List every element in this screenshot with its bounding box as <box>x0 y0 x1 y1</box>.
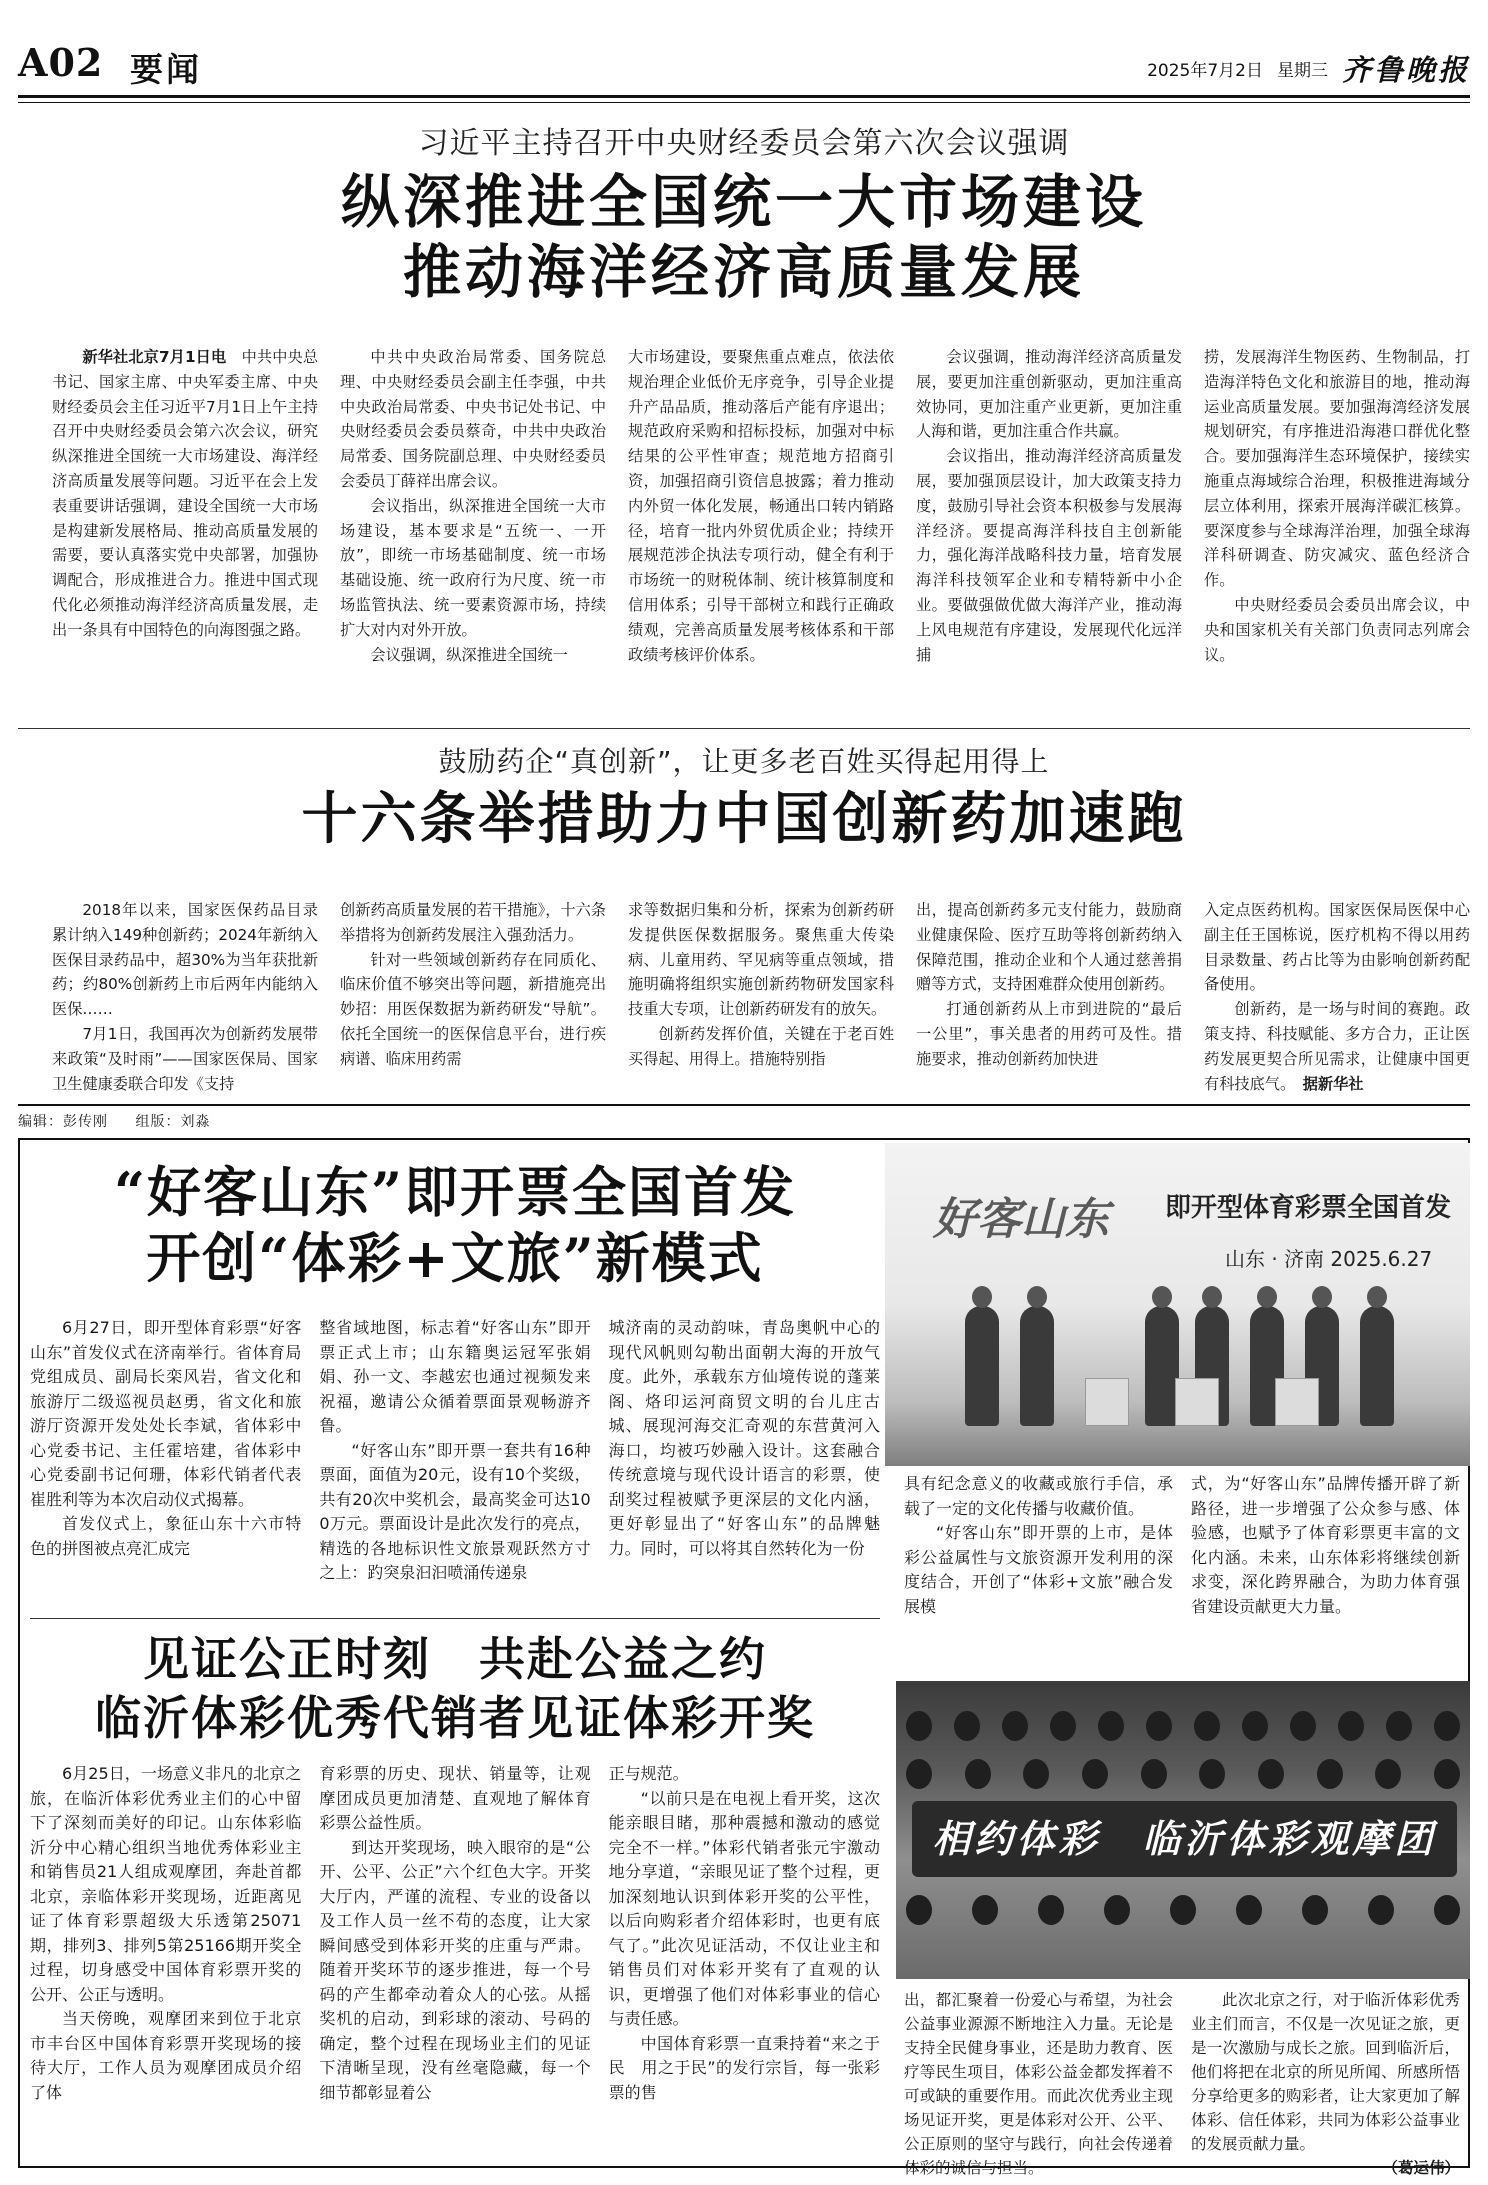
article2-column <box>628 898 894 1098</box>
article2-source: 据新华社 <box>1302 1074 1364 1093</box>
photo-title-text: 即开型体育彩票全国首发 <box>1165 1193 1452 1223</box>
article3-paragraph: 6月27日，即开型体育彩票“好客山东”首发仪式在济南举行。省体育局党组成员、副局长栾风岩，省文化和旅游厅二级巡视员赵勇，省文化和旅游厅资源开发处处长李斌，省体彩中心党委书记、主任霍培建，省体彩中心党委副书记何珊，体彩代销者代表崔胜利等为本次启动仪式揭幕。 <box>30 1318 302 1509</box>
article4-column <box>319 1762 590 2160</box>
article2-paragraph: 7月1日，我国再次为创新药发展带来政策“及时雨”——国家医保局、国家卫生健康委联合印发《支持 <box>52 1024 318 1093</box>
article1-column <box>1204 345 1470 720</box>
person-head <box>1194 1711 1220 1741</box>
person-head <box>1141 1759 1167 1789</box>
article3-column <box>609 1316 880 1610</box>
article-divider <box>30 1618 880 1619</box>
article1-column <box>628 345 894 720</box>
article1-paragraph: 大市场建设，要聚焦重点难点，依法依规治理企业低价无序竞争，引导企业提升产品品质，推动落后产能有序退出；规范政府采购和招标投标，加强对中标结果的公平性审查；规范地方招商引资，加强招商引资信息披露；着力推动内外贸一体化发展，畅通出口转内销路径，培育一批内外贸优质企业；持续开展规范涉企执法专项行动，健全有利于市场统一的财税体制、统计核算制度和信用体系；引导干部树立和践行正确政绩观，完善高质量发展考核体系和干部政绩考核评价体系。 <box>628 348 894 664</box>
layout-editor-name: 组版：刘淼 <box>135 1114 211 1130</box>
person-head <box>906 1711 932 1741</box>
person-head <box>1023 1759 1049 1789</box>
article4-paragraph: 到达开奖现场，映入眼帘的是“公开、公平、公正”六个红色大字。开奖大厅内，严谨的流程、专业的设备以及工作人员一丝不苟的态度，让大家瞬间感受到体彩开奖的庄重与严肃。随着开奖环节的逐步推进，每一个号码的产生都牵动着众人的心弦。从摇奖机的启动，到彩球的滚动、号码的确定，整个过程在现场业主们的见证下清晰呈现，没有丝毫隐藏，每一个细节都彰显着公 <box>319 1837 591 2102</box>
page-header <box>18 40 1470 98</box>
article1-column <box>916 345 1182 720</box>
article4-author: （葛运伟） <box>1382 2159 1460 2177</box>
issue-date: 2025年7月2日 <box>1147 61 1263 81</box>
person-head <box>1317 1759 1343 1789</box>
person-head <box>1368 1895 1394 1925</box>
observation-group-photo <box>896 1681 1470 1979</box>
person-head <box>954 1711 980 1741</box>
article4-headline <box>30 1630 880 1748</box>
person-head <box>906 1759 932 1789</box>
article3-headline-line1: “好客山东”即开票全国首发 <box>113 1160 797 1224</box>
article3-body-right <box>904 1472 1460 1672</box>
article4-paragraph: 当天傍晚，观摩团来到位于北京市丰台区中国体育彩票开奖现场的接待大厅，工作人员为观摩团成员介绍了体 <box>30 2009 302 2102</box>
person-head <box>1434 1711 1460 1741</box>
person-head <box>972 1895 998 1925</box>
person-head <box>1038 1895 1064 1925</box>
article3-paragraph: 整省域地图，标志着“好客山东”即开票正式上市；山东籍奥运冠军张娟娟、孙一文、李越宏也通过视频发来祝福，邀请公众循着票面景观畅游齐鲁。 <box>319 1318 591 1435</box>
issue-weekday: 星期三 <box>1276 61 1328 81</box>
person-head <box>1386 1711 1412 1741</box>
article1-paragraph: 会议指出，推动海洋经济高质量发展，要加强顶层设计，加大政策支持力度，鼓励引导社会资本积极参与发展海洋经济。要提高海洋科技自主创新能力，强化海洋战略科技力量，培育发展海洋科技领军企业和专精特新中小企业。要做强做优做大海洋产业，推动海上风电规范有序建设，发展现代化远洋捕 <box>916 447 1182 664</box>
editor-name: 编辑：彭传刚 <box>18 1114 108 1130</box>
article2-kicker: 鼓励药企“真创新”，让更多老百姓买得起用得上 <box>438 745 1050 778</box>
article4-paragraph: 6月25日，一场意义非凡的北京之旅，在临沂体彩优秀业主们的心中留下了深刻而美好的印记。山东体彩临沂分中心精心组织当地优秀体彩业主和销售员21人组成观摩团，奔赴首都北京，亲临体彩开奖现场，近距离见证了体育彩票超级大乐透第25071期，排列3、排列5第25166期开奖全过程，切身感受中国体育彩票开奖的公开、公正与透明。 <box>30 1764 302 2004</box>
person-head <box>1104 1895 1130 1925</box>
article2-paragraph: 创新药，是一场与时间的赛跑。政策支持、科技赋能、多方合力，正让医药发展更契合所见需求，让健康中国更有科技底气。 <box>1204 1000 1470 1093</box>
article4-paragraph: “以前只是在电视上看开奖，这次能亲眼目睹，那种震撼和激动的感觉完全不一样。”体彩代销者张元宇激动地分享道，“亲眼见证了整个过程，更加深刻地认识到体彩开奖的公平性，以后向购彩者介绍体彩时，也更有底气了。”此次见证活动，不仅让业主和销售员们对体彩开奖有了直观的认识，更增强了他们对体彩事业的信心与责任感。 <box>608 1788 880 2028</box>
article4-body-left <box>30 1762 880 2160</box>
person-head <box>1338 1711 1364 1741</box>
article3-paragraph: “好客山东”即开票的上市，是体彩公益属性与文旅资源开发利用的深度结合，开创了“体彩+文旅”融合发展模 <box>904 1523 1173 1616</box>
launch-ceremony-photo <box>885 1143 1470 1466</box>
launch-pedestal <box>1085 1378 1129 1426</box>
article2-paragraph: 创新药发挥价值，关键在于老百姓买得起、用得上。措施特别指 <box>628 1024 894 1068</box>
article3-paragraph: 式，为“好客山东”品牌传播开辟了新路径，进一步增强了公众参与感、体验感，也赋予了体育彩票更丰富的文化内涵。未来，山东体彩将继续创新求变，深化跨界融合，为助力体育强省建设贡献更大力量。 <box>1191 1474 1460 1616</box>
article2-body <box>52 898 1470 1098</box>
article2-paragraph: 打通创新药从上市到进院的“最后一公里”，事关患者的用药可及性。措施要求，推动创新药加快进 <box>916 1000 1182 1068</box>
article1-paragraph: 中央财经委员会委员出席会议，中央和国家机关有关部门负责同志列席会议。 <box>1204 595 1470 664</box>
article1-paragraph: 中共中央总书记、国家主席、中央军委主席、中央财经委员会主任习近平7月1日上午主持召开中央财经委员会第六次会议，研究纵深推进全国统一大市场建设、海洋经济高质量发展等问题。习近平在会上发表重要讲话强调，建设全国统一大市场是构建新发展格局、推动高质量发展的需要，要认真落实党中央部署，加强协调配合，形成推进合力。推进中国式现代化必须推动海洋经济高质量发展，走出一条具有中国特色的向海图强之路。 <box>52 348 319 639</box>
article4-column <box>1191 1988 1460 2180</box>
article3-body-left <box>30 1316 880 1610</box>
crowd-middle-row <box>906 1759 1460 1799</box>
article1-paragraph: 中共中央政治局常委、国务院总理、中央财经委员会副主任李强，中共中央政治局常委、中央书记处书记、中央财经委员会委员蔡奇，中共中央政治局常委、国务院副总理、中央财经委员会委员丁薛祥出席会议。 <box>340 348 606 490</box>
article3-paragraph: 首发仪式上，象征山东十六市特色的拼图被点亮汇成完 <box>30 1514 302 1558</box>
article2-column <box>340 898 606 1098</box>
article2-paragraph: 出，提高创新药多元支付能力，鼓励商业健康保险、医疗互助等将创新药纳入保障范围，推动企业和个人通过慈善捐赠等方式，支持困难群众使用创新药。 <box>916 901 1182 994</box>
person-head <box>1170 1895 1196 1925</box>
article1-paragraph: 会议强调，推动海洋经济高质量发展，要更加注重创新驱动，更加注重高效协同，更加注重产业更新，更加注重人海和谐，更加注重合作共赢。 <box>916 348 1182 441</box>
article2-paragraph: 2018年以来，国家医保药品目录累计纳入149种创新药；2024年新纳入医保目录药品中，超30%为当年获批新药；约80%创新药上市后两年内能纳入医保…… <box>52 901 318 1019</box>
article4-paragraph: 此次北京之行，对于临沂体彩优秀业主们而言，不仅是一次见证之旅，更是一次激励与成长之旅。回到临沂后，他们将把在北京的所见所闻、所感所悟分享给更多的购彩者，让大家更加了解体彩、信任体彩，共同为体彩公益事业的发展贡献力量。 <box>1191 1991 1460 2153</box>
person-head <box>1236 1895 1262 1925</box>
person-head <box>1199 1759 1225 1789</box>
article3-headline-line2: 开创“体彩+文旅”新模式 <box>146 1225 764 1290</box>
person-head <box>1434 1895 1460 1925</box>
section-title: 要闻 <box>130 50 202 89</box>
masthead-right <box>1147 48 1470 89</box>
article1-dateline: 新华社北京7月1日电 <box>82 348 227 366</box>
newspaper-logo: 齐鲁晚报 <box>1341 53 1470 87</box>
article3-column <box>30 1316 301 1610</box>
person-head <box>1242 1711 1268 1741</box>
article4-headline-line2: 临沂体彩优秀代销者见证体彩开奖 <box>95 1690 815 1745</box>
article2-headline: 十六条举措助力中国创新药加速跑 <box>301 786 1187 852</box>
person-head <box>906 1895 932 1925</box>
article2-paragraph: 入定点医药机构。国家医保局医保中心副主任王国栋说，医疗机构不得以用药目录数量、药占比等为由影响创新药配备使用。 <box>1204 901 1470 994</box>
photo-brand-text: 好客山东 <box>933 1194 1109 1245</box>
article4-column <box>904 1988 1173 2180</box>
person-figure <box>965 1306 999 1426</box>
person-head <box>1050 1711 1076 1741</box>
article3-headline <box>30 1160 880 1292</box>
article4-body-right <box>904 1988 1460 2177</box>
crowd-back-row <box>906 1711 1460 1751</box>
article2-paragraph: 求等数据归集和分析，探索为创新药研发提供医保数据服务。聚焦重大传染病、儿童用药、罕见病等重点领域，措施明确将组织实施创新药物研发国家科技重大专项，让创新药研发有的放矢。 <box>628 901 894 1019</box>
person-figure <box>1020 1306 1054 1426</box>
article1-paragraph: 会议指出，纵深推进全国统一大市场建设，基本要求是“五统一、一开放”，即统一市场基础制度、统一市场基础设施、统一政府行为尺度、统一市场监管执法、统一要素资源市场，持续扩大对内对外开放。 <box>340 496 606 639</box>
masthead-rule <box>18 102 1470 103</box>
editor-rule <box>18 1104 1470 1106</box>
article1-body <box>52 345 1470 720</box>
person-head <box>1258 1759 1284 1789</box>
article-divider <box>18 728 1470 729</box>
person-head <box>965 1759 991 1789</box>
article1-headline-line1: 纵深推进全国统一大市场建设 <box>340 168 1147 236</box>
article1-column <box>340 345 606 720</box>
photo-place-text: 山东 · 济南 2025.6.27 <box>1225 1247 1433 1271</box>
launch-pedestal <box>1175 1378 1219 1426</box>
article3-column <box>1191 1472 1460 1672</box>
article4-column <box>609 1762 880 2160</box>
page-number: A02 <box>18 40 104 85</box>
person-head <box>1146 1711 1172 1741</box>
person-head <box>1434 1759 1460 1789</box>
person-head <box>1290 1711 1316 1741</box>
article4-paragraph: 正与规范。 <box>608 1764 689 1783</box>
person-figure <box>1145 1306 1179 1426</box>
article4-column <box>30 1762 301 2160</box>
article3-column <box>319 1316 590 1610</box>
article2-column <box>52 898 318 1098</box>
article3-paragraph: 具有纪念意义的收藏或旅行手信，承载了一定的文化传播与收藏价值。 <box>904 1474 1173 1518</box>
article1-kicker: 习近平主持召开中央财经委员会第六次会议强调 <box>418 126 1070 161</box>
person-head <box>1002 1711 1028 1741</box>
editor-credits <box>18 1111 232 1131</box>
article4-paragraph: 出，都汇聚着一份爱心与希望，为社会公益事业源源不断地注入力量。无论是支持全民健身事业，还是助力教育、医疗等民生项目，体彩公益金都发挥着不可或缺的重要作用。而此次优秀业主现场见证开奖，更是体彩对公开、公平、公正原则的坚守与践行，向社会传递着体彩的诚信与担当。 <box>904 1991 1173 2177</box>
article4-paragraph: 育彩票的历史、现状、销量等，让观摩团成员更加清楚、直观地了解体育彩票公益性质。 <box>319 1764 591 1832</box>
article1-paragraph: 捞，发展海洋生物医药、生物制品，打造海洋特色文化和旅游目的地，推动海运业高质量发展。要加强海湾经济发展规划研究，有序推进沿海港口群优化整合。要加强海洋生态环境保护，接续实施重点海域综合治理，积极推进海域分层立体利用，探索开展海洋碳汇核算。要深度参与全球海洋治理，加强全球海洋科研调查、防灾减灾、蓝色经济合作。 <box>1204 348 1470 590</box>
article3-column <box>904 1472 1173 1672</box>
person-figure <box>1360 1306 1394 1426</box>
person-head <box>1375 1759 1401 1789</box>
person-head <box>1302 1895 1328 1925</box>
article1-column <box>52 345 318 720</box>
launch-pedestal <box>1275 1378 1319 1426</box>
crowd-front-row <box>906 1895 1460 1935</box>
person-head <box>1082 1759 1108 1789</box>
person-head <box>1098 1711 1124 1741</box>
article1-headline <box>18 168 1470 307</box>
article2-paragraph: 针对一些领域创新药存在同质化、临床价值不够突出等问题，新措施亮出妙招：用医保数据为新药研发“导航”。依托全国统一的医保信息平台，进行疾病谱、临床用药需 <box>340 950 606 1068</box>
group-photo-banner: 相约体彩 临沂体彩观摩团 <box>912 1801 1457 1877</box>
article1-headline-line2: 推动海洋经济高质量发展 <box>402 237 1085 306</box>
article1-paragraph: 会议强调，纵深推进全国统一 <box>370 645 568 664</box>
article2-column <box>916 898 1182 1098</box>
article4-headline-line1: 见证公正时刻 共赴公益之约 <box>143 1632 767 1686</box>
article3-paragraph: 城济南的灵动韵味，青岛奥帆中心的现代风帆则勾勒出面朝大海的开放气度。此外，承载东方仙境传说的蓬莱阁、烙印运河商贸文明的台儿庄古城、展现河海交汇奇观的东营黄河入海口，均被巧妙融入设计。这套融合传统意境与现代设计语言的彩票，使刮奖过程被赋予更深层的文化内涵，更好彰显出了“好客山东”的品牌魅力。同时，可以将其自然转化为一份 <box>608 1318 880 1558</box>
article2-column <box>1204 898 1470 1098</box>
article2-paragraph: 创新药高质量发展的若干措施》，十六条举措将为创新药发展注入强劲活力。 <box>340 901 606 944</box>
article3-paragraph: “好客山东”即开票一套共有16种票面，面值为20元，设有10个奖级，共有20次中奖机会，最高奖金可达100万元。票面设计是此次发行的亮点，精选的各地标识性文旅景观跃然方寸之上：趵突泉汩汩喷涌传递泉 <box>319 1440 591 1582</box>
ceremony-stage <box>945 1336 1385 1426</box>
article4-paragraph: 中国体育彩票一直秉持着“来之于民 用之于民”的发行宗旨，每一张彩票的售 <box>608 2033 880 2102</box>
